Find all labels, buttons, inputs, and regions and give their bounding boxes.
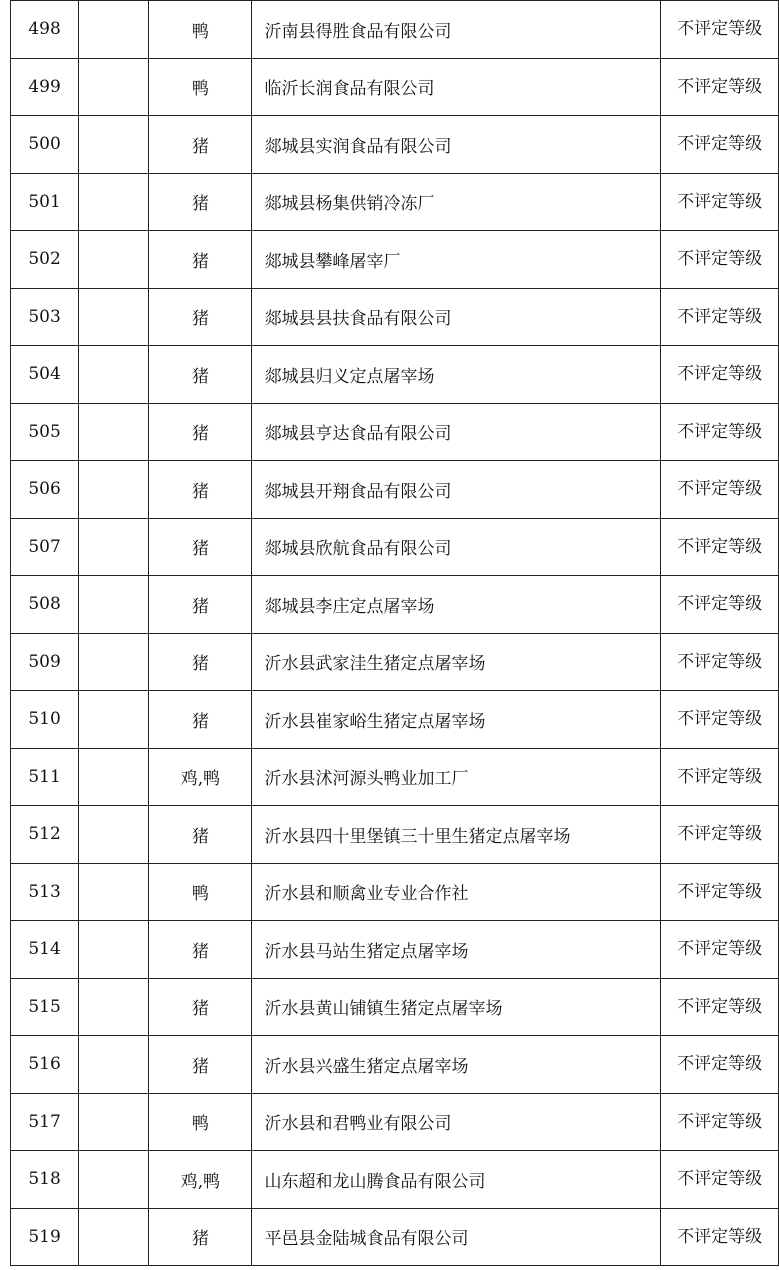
company-name: 沂水县和顺禽业专业合作社 [252,863,661,921]
row-number: 499 [11,58,79,116]
table-row [11,288,779,346]
table-row [11,633,779,691]
livestock-type: 鸭 [149,1,252,59]
company-name: 沂水县马站生猪定点屠宰场 [252,921,661,979]
company-name: 郯城县实润食品有限公司 [252,116,661,174]
livestock-type: 猪 [149,1036,252,1094]
table-row [11,1093,779,1151]
grade-level: 不评定等级 [661,116,779,174]
grade-level: 不评定等级 [661,231,779,289]
grade-level: 不评定等级 [661,921,779,979]
livestock-type: 鸭 [149,1093,252,1151]
blank-cell [79,576,149,634]
table-row [11,1,779,59]
company-name: 沂水县武家洼生猪定点屠宰场 [252,633,661,691]
table-row [11,691,779,749]
blank-cell [79,116,149,174]
company-name: 沂水县四十里堡镇三十里生猪定点屠宰场 [252,806,661,864]
row-number: 516 [11,1036,79,1094]
blank-cell [79,1093,149,1151]
grade-level: 不评定等级 [661,978,779,1036]
company-name: 郯城县县扶食品有限公司 [252,288,661,346]
livestock-type: 猪 [149,173,252,231]
row-number: 501 [11,173,79,231]
grade-level: 不评定等级 [661,461,779,519]
grade-level: 不评定等级 [661,863,779,921]
blank-cell [79,518,149,576]
livestock-type: 猪 [149,288,252,346]
company-name: 郯城县归义定点屠宰场 [252,346,661,404]
livestock-type: 猪 [149,403,252,461]
livestock-type: 猪 [149,231,252,289]
company-name: 郯城县开翔食品有限公司 [252,461,661,519]
row-number: 509 [11,633,79,691]
table-body [11,1,779,1266]
blank-cell [79,1,149,59]
blank-cell [79,403,149,461]
row-number: 511 [11,748,79,806]
blank-cell [79,633,149,691]
table-row [11,231,779,289]
grade-level: 不评定等级 [661,518,779,576]
livestock-type: 鸡,鸭 [149,1151,252,1209]
livestock-type: 猪 [149,518,252,576]
row-number: 507 [11,518,79,576]
table-row [11,806,779,864]
table-row [11,518,779,576]
company-name: 郯城县欣航食品有限公司 [252,518,661,576]
livestock-type: 猪 [149,346,252,404]
grade-level: 不评定等级 [661,58,779,116]
row-number: 518 [11,1151,79,1209]
company-name: 沂水县黄山铺镇生猪定点屠宰场 [252,978,661,1036]
livestock-type: 猪 [149,806,252,864]
table-row [11,978,779,1036]
grade-level: 不评定等级 [661,1208,779,1266]
row-number: 508 [11,576,79,634]
table-row [11,1036,779,1094]
table-row [11,461,779,519]
company-name: 临沂长润食品有限公司 [252,58,661,116]
blank-cell [79,978,149,1036]
blank-cell [79,921,149,979]
row-number: 504 [11,346,79,404]
row-number: 515 [11,978,79,1036]
livestock-type: 猪 [149,921,252,979]
grade-level: 不评定等级 [661,691,779,749]
grade-level: 不评定等级 [661,748,779,806]
row-number: 505 [11,403,79,461]
row-number: 498 [11,1,79,59]
blank-cell [79,346,149,404]
company-name: 郯城县杨集供销冷冻厂 [252,173,661,231]
row-number: 514 [11,921,79,979]
company-name: 平邑县金陆城食品有限公司 [252,1208,661,1266]
row-number: 512 [11,806,79,864]
table-row [11,346,779,404]
row-number: 513 [11,863,79,921]
blank-cell [79,58,149,116]
blank-cell [79,288,149,346]
grade-level: 不评定等级 [661,576,779,634]
blank-cell [79,1208,149,1266]
livestock-type: 猪 [149,576,252,634]
livestock-type: 猪 [149,461,252,519]
livestock-type: 猪 [149,633,252,691]
table-row [11,921,779,979]
grade-level: 不评定等级 [661,173,779,231]
blank-cell [79,1151,149,1209]
grade-level: 不评定等级 [661,1,779,59]
table-row [11,1151,779,1209]
livestock-type: 鸭 [149,58,252,116]
company-name: 沂水县兴盛生猪定点屠宰场 [252,1036,661,1094]
row-number: 517 [11,1093,79,1151]
blank-cell [79,748,149,806]
grade-level: 不评定等级 [661,403,779,461]
livestock-type: 鸭 [149,863,252,921]
company-name: 沂南县得胜食品有限公司 [252,1,661,59]
grade-level: 不评定等级 [661,1093,779,1151]
blank-cell [79,863,149,921]
blank-cell [79,1036,149,1094]
livestock-type: 猪 [149,691,252,749]
livestock-type: 猪 [149,116,252,174]
grade-level: 不评定等级 [661,1036,779,1094]
blank-cell [79,231,149,289]
table-row [11,58,779,116]
table-row [11,1208,779,1266]
table-row [11,576,779,634]
company-name: 沂水县崔家峪生猪定点屠宰场 [252,691,661,749]
grade-level: 不评定等级 [661,1151,779,1209]
table-row [11,173,779,231]
livestock-type: 鸡,鸭 [149,748,252,806]
row-number: 502 [11,231,79,289]
row-number: 506 [11,461,79,519]
company-name: 沂水县沭河源头鸭业加工厂 [252,748,661,806]
row-number: 503 [11,288,79,346]
company-name: 山东超和龙山腾食品有限公司 [252,1151,661,1209]
grade-level: 不评定等级 [661,633,779,691]
table-row [11,116,779,174]
slaughterhouse-table [10,0,779,1266]
blank-cell [79,691,149,749]
row-number: 519 [11,1208,79,1266]
livestock-type: 猪 [149,978,252,1036]
grade-level: 不评定等级 [661,288,779,346]
company-name: 郯城县亨达食品有限公司 [252,403,661,461]
table-row [11,748,779,806]
row-number: 510 [11,691,79,749]
blank-cell [79,461,149,519]
row-number: 500 [11,116,79,174]
company-name: 郯城县李庄定点屠宰场 [252,576,661,634]
blank-cell [79,806,149,864]
grade-level: 不评定等级 [661,806,779,864]
company-name: 沂水县和君鸭业有限公司 [252,1093,661,1151]
table-row [11,403,779,461]
grade-level: 不评定等级 [661,346,779,404]
blank-cell [79,173,149,231]
livestock-type: 猪 [149,1208,252,1266]
table-row [11,863,779,921]
company-name: 郯城县攀峰屠宰厂 [252,231,661,289]
